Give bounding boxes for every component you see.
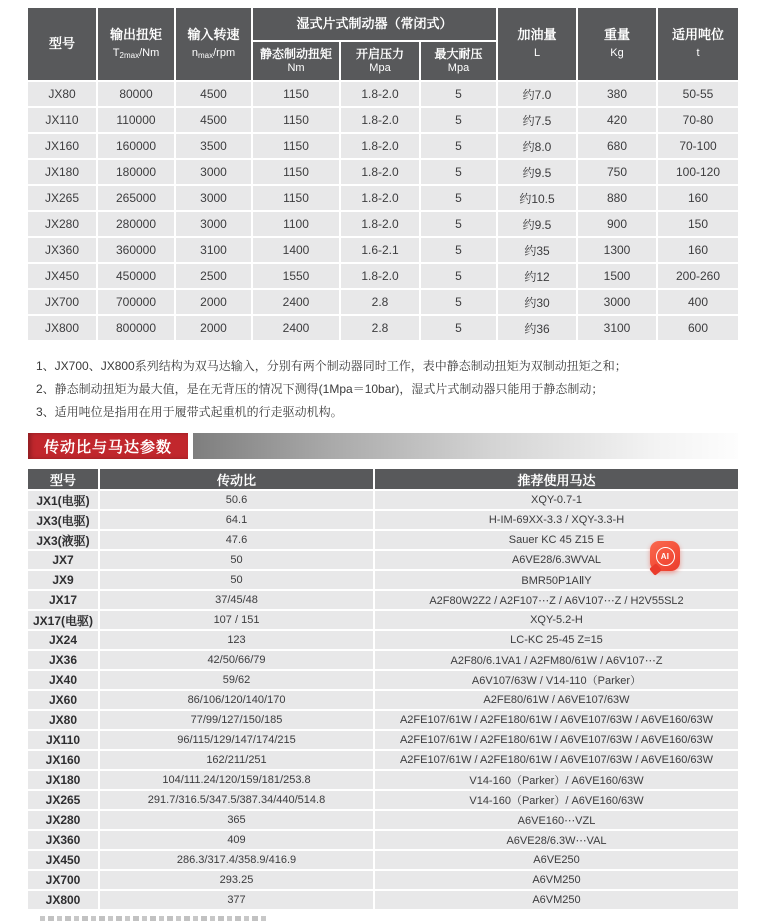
table-cell: JX180 [28,771,98,789]
table-cell: 291.7/316.5/347.5/387.34/440/514.8 [100,791,373,809]
table-cell: JX700 [28,871,98,889]
table-cell: 4500 [176,108,251,132]
table-cell: 365 [100,811,373,829]
table-cell: JX160 [28,134,96,158]
table-cell: 1150 [253,134,339,158]
table-cell: JX60 [28,691,98,709]
table-cell: 150 [658,212,738,236]
table-cell: A2FE80/61W / A6VE107/63W [375,691,738,709]
table-cell: 70-100 [658,134,738,158]
table-cell: JX450 [28,264,96,288]
table-cell: 约12 [498,264,576,288]
table-cell: A6VM250 [375,871,738,889]
table-cell: V14-160（Parker）/ A6VE160/63W [375,791,738,809]
clipped-footnote [40,916,268,921]
table-cell: JX17(电驱) [28,611,98,629]
table-cell: A6VM250 [375,891,738,909]
col-header-input-speed: 输入转速 $n_{max}$/rpm [176,8,251,80]
table-cell: A6V107/63W / V14-110（Parker） [375,671,738,689]
table-cell: 约8.0 [498,134,576,158]
table-cell: 123 [100,631,373,649]
table-cell: XQY-0.7-1 [375,491,738,509]
table-cell: 5 [421,264,496,288]
table-cell: 409 [100,831,373,849]
table-cell: 96/115/129/147/174/215 [100,731,373,749]
table-cell: JX9 [28,571,98,589]
table-cell: 265000 [98,186,174,210]
table-cell: 360000 [98,238,174,262]
table-cell: 2400 [253,316,339,340]
note-line: 3、适用吨位是指用在用于履带式起重机的行走驱动机构。 [36,405,343,419]
section-banner-title: 传动比与马达参数 [28,433,188,459]
table-cell: JX160 [28,751,98,769]
section-banner [28,433,738,459]
col-header-brake-group: 湿式片式制动器（常闭式） [253,8,496,40]
table-cell: 1.8-2.0 [341,82,419,106]
col-header-output-torque: 输出扭矩 $T_{2max}/Nm$ [98,8,174,80]
table-cell: 160 [658,238,738,262]
table-cell: 160 [658,186,738,210]
col-header-static-torque: 静态制动扭矩 Nm [253,42,339,80]
table-cell: 约36 [498,316,576,340]
note-line: 1、JX700、JX800系列结构为双马达输入，分别有两个制动器同时工作，表中静态制动扭矩为双制动扭矩之和； [36,359,627,373]
table-cell: LC-KC 25-45 Z=15 [375,631,738,649]
table-cell: 1.8-2.0 [341,186,419,210]
table-cell: XQY-5.2-H [375,611,738,629]
table-cell: JX265 [28,791,98,809]
table-cell: 50.6 [100,491,373,509]
table-cell: 77/99/127/150/185 [100,711,373,729]
table-cell: 86/106/120/140/170 [100,691,373,709]
table-cell: 约35 [498,238,576,262]
table-cell: Sauer KC 45 Z15 E [375,531,738,549]
table-cell: 约7.0 [498,82,576,106]
table-cell: 2500 [176,264,251,288]
table-cell: 2.8 [341,290,419,314]
table-cell: 1.8-2.0 [341,264,419,288]
table-cell: 5 [421,186,496,210]
table-cell: A2FE107/61W / A2FE180/61W / A6VE107/63W / A6VE160/63W [375,751,738,769]
table-cell: 5 [421,160,496,184]
table-cell: 3000 [176,186,251,210]
table-cell: 104/111.24/120/159/181/253.8 [100,771,373,789]
table-cell: 450000 [98,264,174,288]
table-cell: JX40 [28,671,98,689]
ratio-table-body [28,491,738,909]
table-cell: JX180 [28,160,96,184]
table-cell: 3000 [578,290,656,314]
spec-table-header [28,8,738,80]
table-cell: 1150 [253,82,339,106]
spec-table-body [28,82,738,340]
table-cell: JX280 [28,811,98,829]
table-cell: 1.8-2.0 [341,134,419,158]
ai-icon: AI [656,547,675,566]
table-cell: 680 [578,134,656,158]
table-cell: H-IM-69XX-3.3 / XQY-3.3-H [375,511,738,529]
table-cell: JX17 [28,591,98,609]
table-cell: 3100 [578,316,656,340]
table-cell: 3500 [176,134,251,158]
table-cell: JX360 [28,238,96,262]
col-header-model: 型号 [28,8,96,80]
spec-sheet-page [28,8,738,909]
table-cell: 280000 [98,212,174,236]
table-cell: 180000 [98,160,174,184]
table-cell: A2FE107/61W / A2FE180/61W / A6VE107/63W / A6VE160/63W [375,711,738,729]
table-cell: V14-160（Parker）/ A6VE160/63W [375,771,738,789]
table-cell: 50 [100,551,373,569]
table-cell: JX450 [28,851,98,869]
table-cell: 1550 [253,264,339,288]
table-cell: 3000 [176,160,251,184]
table-cell: 5 [421,134,496,158]
section-banner-gradient-bar [193,433,738,459]
table-cell: 1100 [253,212,339,236]
table-cell: 1300 [578,238,656,262]
table-cell: 1.8-2.0 [341,108,419,132]
table-cell: 50 [100,571,373,589]
ratio-table-header [28,469,738,489]
table-cell: BMR50P1AⅡY [375,571,738,589]
table-cell: 400 [658,290,738,314]
table-cell: 1150 [253,108,339,132]
col-header-oil: 加油量 L [498,8,576,80]
table-cell: 107 / 151 [100,611,373,629]
table-cell: A6VE250 [375,851,738,869]
table-cell: 100-120 [658,160,738,184]
table-cell: 47.6 [100,531,373,549]
table-cell: 880 [578,186,656,210]
col-header-weight: 重量 Kg [578,8,656,80]
table-cell: A6VE160⋯VZL [375,811,738,829]
note-line: 2、静态制动扭矩为最大值，是在无背压的情况下测得(1Mpa＝10bar)，湿式片式制动器只能用于静态制动； [36,382,604,396]
table-cell: JX700 [28,290,96,314]
table-cell: 约10.5 [498,186,576,210]
table-cell: 420 [578,108,656,132]
table-cell: A6VE28/6.3W⋯VAL [375,831,738,849]
table-cell: 900 [578,212,656,236]
table-cell: JX280 [28,212,96,236]
table-cell: 5 [421,316,496,340]
table-cell: 160000 [98,134,174,158]
table-cell: 1500 [578,264,656,288]
col-header-open-pressure: 开启压力 Mpa [341,42,419,80]
table-cell: 293.25 [100,871,373,889]
table-cell: 800000 [98,316,174,340]
table-cell: JX800 [28,891,98,909]
table-cell: 64.1 [100,511,373,529]
table-cell: 700000 [98,290,174,314]
table-cell: 5 [421,108,496,132]
col-header-tonnage: 适用吨位 t [658,8,738,80]
table-cell: 600 [658,316,738,340]
table-cell: JX800 [28,316,96,340]
table-cell: 3100 [176,238,251,262]
table-cell: 1400 [253,238,339,262]
table-cell: 约7.5 [498,108,576,132]
table-cell: 1.8-2.0 [341,212,419,236]
table-cell: 200-260 [658,264,738,288]
table-cell: JX265 [28,186,96,210]
table-cell: JX80 [28,711,98,729]
table-cell: 70-80 [658,108,738,132]
table-cell: 162/211/251 [100,751,373,769]
table-cell: JX3(电驱) [28,511,98,529]
table-cell: 5 [421,212,496,236]
speed-unit: $n_{max}$/rpm [191,47,236,61]
table-cell: A2F80W2Z2 / A2F107⋯Z / A6V107⋯Z / H2V55SL2 [375,591,738,609]
table-cell: 约9.5 [498,160,576,184]
table-cell: 37/45/48 [100,591,373,609]
table-cell: JX36 [28,651,98,669]
table-cell: JX3(液驱) [28,531,98,549]
table-cell: 1.6-2.1 [341,238,419,262]
torque-unit: $T_{2max}/Nm$ [112,47,160,61]
ratio-col-header-motor: 推荐使用马达 [375,469,738,489]
table-cell: A2FE107/61W / A2FE180/61W / A6VE107/63W / A6VE160/63W [375,731,738,749]
table-cell: 1150 [253,186,339,210]
table-cell: JX1(电驱) [28,491,98,509]
table-cell: 750 [578,160,656,184]
table-cell: 5 [421,82,496,106]
table-cell: 4500 [176,82,251,106]
table-cell: A6VE28/6.3WVAL [375,551,738,569]
table-cell: 2000 [176,290,251,314]
table-cell: 3000 [176,212,251,236]
table-cell: 约30 [498,290,576,314]
table-cell: JX80 [28,82,96,106]
table-cell: 5 [421,238,496,262]
ai-assistant-button[interactable] [650,541,680,571]
notes-block [36,355,738,424]
table-cell: 2400 [253,290,339,314]
table-cell: 377 [100,891,373,909]
table-cell: 5 [421,290,496,314]
table-cell: 59/62 [100,671,373,689]
table-cell: JX110 [28,731,98,749]
table-cell: 2000 [176,316,251,340]
ratio-col-header-ratio: 传动比 [100,469,373,489]
table-cell: JX110 [28,108,96,132]
col-header-max-pressure: 最大耐压 Mpa [421,42,496,80]
table-cell: 110000 [98,108,174,132]
table-cell: 2.8 [341,316,419,340]
table-cell: JX24 [28,631,98,649]
table-cell: 1.8-2.0 [341,160,419,184]
table-cell: 约9.5 [498,212,576,236]
table-cell: 42/50/66/79 [100,651,373,669]
table-cell: A2F80/6.1VA1 / A2FM80/61W / A6V107⋯Z [375,651,738,669]
table-cell: 1150 [253,160,339,184]
ratio-col-header-model: 型号 [28,469,98,489]
table-cell: 80000 [98,82,174,106]
table-cell: 286.3/317.4/358.9/416.9 [100,851,373,869]
table-cell: 380 [578,82,656,106]
table-cell: 50-55 [658,82,738,106]
table-cell: JX7 [28,551,98,569]
ratio-table [28,469,738,909]
table-cell: JX360 [28,831,98,849]
